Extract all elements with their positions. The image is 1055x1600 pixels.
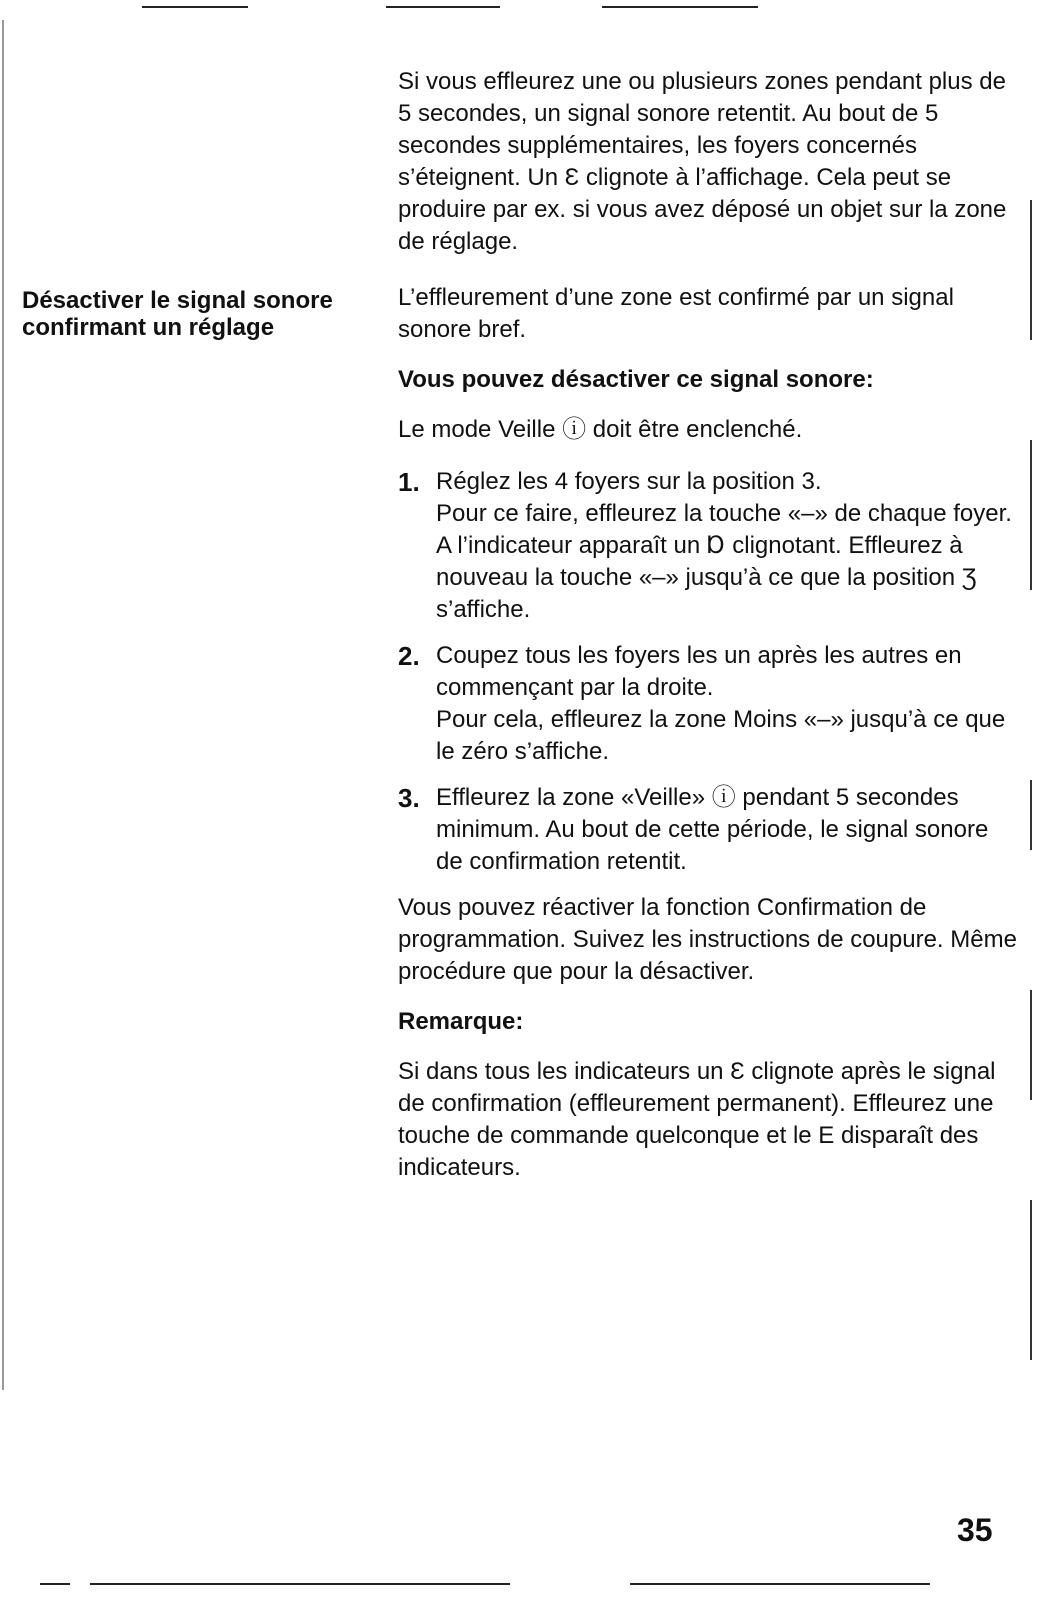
right-edge-line-2 (1030, 440, 1032, 590)
left-edge-line (2, 20, 4, 1390)
step-number: 1. (398, 467, 420, 497)
section-heading-line2: confirmant un réglage (22, 314, 275, 341)
note-paragraph: Si dans tous les indicateurs un Ɛ clignote après le signal de confirmation (effleurement permanent). Effleurez une touche de commande quelconque et le E disparaît des indicateurs. (398, 1058, 996, 1181)
section-heading (22, 287, 382, 341)
bottom-rule-2 (90, 1583, 510, 1585)
step-title: Coupez tous les foyers les un après les autres en commençant par la droite. (436, 642, 962, 701)
right-edge-line-5 (1030, 1200, 1032, 1360)
step-detail: Pour ce faire, effleurez la touche «–» de chaque foyer. A l’indicateur apparaît un Ɒ clignotant. Effleurez à nouveau la touche «–» jusqu’à ce que la position Ʒ s’affiche. (436, 500, 1012, 623)
top-rule-3 (602, 6, 758, 8)
top-rule-1 (142, 6, 248, 8)
section-heading-line1: Désactiver le signal sonore (22, 287, 333, 314)
intro-paragraph: Si vous effleurez une ou plusieurs zones pendant plus de 5 secondes, un signal sonore retentit. Au bout de 5 secondes supplémentaires, les foyers concernés s’éteignent. Un Ɛ clignote à l’affichage. Cela peut se produire par ex. si vous avez déposé un objet sur la zone de réglage. (398, 68, 1007, 255)
steps-list (398, 466, 1018, 878)
reactivate-paragraph: Vous pouvez réactiver la fonction Confirmation de programmation. Suivez les instructions de coupure. Même procédure que pour la désactiver. (398, 894, 1017, 985)
right-edge-line-4 (1030, 990, 1032, 1100)
confirm-paragraph: L’effleurement d’une zone est confirmé par un signal sonore bref. (398, 284, 954, 343)
top-rule-2 (386, 6, 500, 8)
step-item (398, 782, 1018, 878)
note-heading: Remarque: (398, 1008, 524, 1035)
page-number: 35 (957, 1512, 993, 1548)
step-item (398, 466, 1018, 626)
step-number: 3. (398, 783, 420, 813)
step-title: Effleurez la zone «Veille» ⓘ pendant 5 secondes minimum. Au bout de cette période, le signal sonore de confirmation retentit. (436, 784, 989, 875)
step-title: Réglez les 4 foyers sur la position 3. (436, 468, 822, 495)
standby-paragraph: Le mode Veille ⓘ doit être enclenché. (398, 416, 803, 443)
bottom-rule-3 (630, 1583, 930, 1585)
how-heading: Vous pouvez désactiver ce signal sonore: (398, 366, 874, 393)
bottom-rule-1 (40, 1583, 70, 1585)
step-detail: Pour cela, effleurez la zone Moins «–» jusqu’à ce que le zéro s’affiche. (436, 706, 1006, 765)
step-item (398, 640, 1018, 768)
right-edge-line-1 (1030, 200, 1032, 340)
main-text-column (398, 66, 1018, 1200)
step-number: 2. (398, 641, 420, 671)
right-edge-line-3 (1030, 780, 1032, 850)
